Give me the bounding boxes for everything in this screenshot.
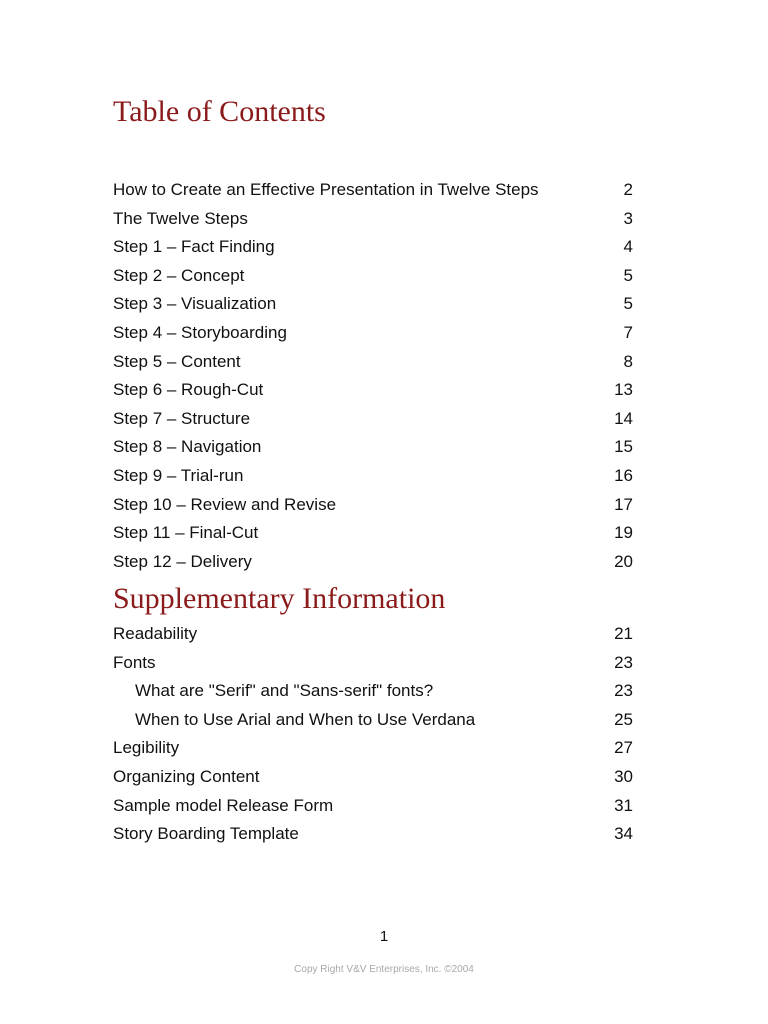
toc-entry-page: 23 xyxy=(614,681,633,701)
toc-entry-label: Legibility xyxy=(113,738,180,758)
toc-entry-label: Step 6 – Rough-Cut xyxy=(113,380,264,400)
toc-entry[interactable] xyxy=(113,820,633,849)
toc-entry[interactable] xyxy=(113,233,633,262)
toc-entry-page: 3 xyxy=(623,208,633,228)
toc-entry-page: 19 xyxy=(614,523,633,543)
toc-entry[interactable] xyxy=(113,491,633,520)
toc-entry-label: Step 1 – Fact Finding xyxy=(113,237,275,257)
toc-entry-label: Step 9 – Trial-run xyxy=(113,465,244,485)
toc-entry-page: 25 xyxy=(614,709,633,729)
toc-entry[interactable] xyxy=(113,433,633,462)
toc-entry-label: What are "Serif" and "Sans-serif" fonts? xyxy=(135,681,434,701)
toc-entry-page: 13 xyxy=(614,380,633,400)
toc-entry-label: Step 12 – Delivery xyxy=(113,551,252,571)
toc-entry[interactable] xyxy=(113,176,633,205)
copyright-notice: Copy Right V&V Enterprises, Inc. ©2004 xyxy=(294,964,474,975)
toc-entry-label: How to Create an Effective Presentation in Twelve Steps xyxy=(113,180,539,199)
toc-entry-label: Step 11 – Final-Cut xyxy=(113,523,259,543)
toc-entry[interactable] xyxy=(113,620,633,649)
toc-entry-label: Step 2 – Concept xyxy=(113,265,245,285)
toc-entry[interactable] xyxy=(113,548,633,577)
toc-entry-page: 5 xyxy=(623,294,633,314)
toc-entry-page: 14 xyxy=(614,408,633,428)
toc-entry[interactable] xyxy=(113,462,633,491)
toc-title: Table of Contents xyxy=(113,95,326,128)
toc-entry[interactable] xyxy=(113,262,633,291)
toc-entry[interactable] xyxy=(113,734,633,763)
toc-entry[interactable] xyxy=(113,348,633,377)
toc-entry-label: Step 5 – Content xyxy=(113,351,241,371)
toc-entry-label: Fonts xyxy=(113,652,156,672)
toc-entry-page: 8 xyxy=(623,351,633,371)
page-number: 1 xyxy=(379,928,389,945)
toc-entry-label: Step 4 – Storyboarding xyxy=(113,322,287,342)
toc-entry[interactable] xyxy=(113,519,633,548)
toc-entry[interactable] xyxy=(113,205,633,234)
toc-entry-label: Sample model Release Form xyxy=(113,795,334,815)
toc-entry-label: Step 10 – Review and Revise xyxy=(113,494,337,514)
toc-entry-page: 30 xyxy=(614,766,633,786)
toc-subentry[interactable] xyxy=(113,706,633,735)
toc-list xyxy=(113,176,633,576)
supplementary-title: Supplementary Information xyxy=(113,582,446,615)
toc-entry-label: Step 3 – Visualization xyxy=(113,294,277,314)
toc-entry-page: 7 xyxy=(623,322,633,342)
toc-entry-label: Step 8 – Navigation xyxy=(113,437,262,457)
toc-entry-label: Organizing Content xyxy=(113,766,260,786)
toc-entry-page: 34 xyxy=(614,824,633,844)
toc-subentry[interactable] xyxy=(113,677,633,706)
toc-entry-label: When to Use Arial and When to Use Verdana xyxy=(135,709,476,729)
toc-entry-page: 15 xyxy=(614,437,633,457)
toc-entry[interactable] xyxy=(113,792,633,821)
toc-entry[interactable] xyxy=(113,376,633,405)
toc-entry-label: Step 7 – Structure xyxy=(113,408,251,428)
toc-entry[interactable] xyxy=(113,319,633,348)
toc-entry-page: 16 xyxy=(614,465,633,485)
toc-entry-page: 20 xyxy=(614,551,633,571)
toc-entry-page: 27 xyxy=(614,738,633,758)
toc-entry-page: 17 xyxy=(614,494,633,514)
toc-entry[interactable] xyxy=(113,290,633,319)
toc-entry-label: Story Boarding Template xyxy=(113,824,299,844)
toc-entry-page: 21 xyxy=(614,624,633,643)
toc-entry-page: 23 xyxy=(614,652,633,672)
toc-entry[interactable] xyxy=(113,649,633,678)
toc-entry-page: 31 xyxy=(614,795,633,815)
toc-entry-page: 4 xyxy=(623,237,633,257)
toc-entry-page: 5 xyxy=(623,265,633,285)
toc-entry-label: Readability xyxy=(113,624,198,643)
toc-entry-page: 2 xyxy=(623,180,633,199)
toc-entry[interactable] xyxy=(113,405,633,434)
toc-entry-label: The Twelve Steps xyxy=(113,208,248,228)
toc-entry[interactable] xyxy=(113,763,633,792)
supplementary-list xyxy=(113,620,633,849)
